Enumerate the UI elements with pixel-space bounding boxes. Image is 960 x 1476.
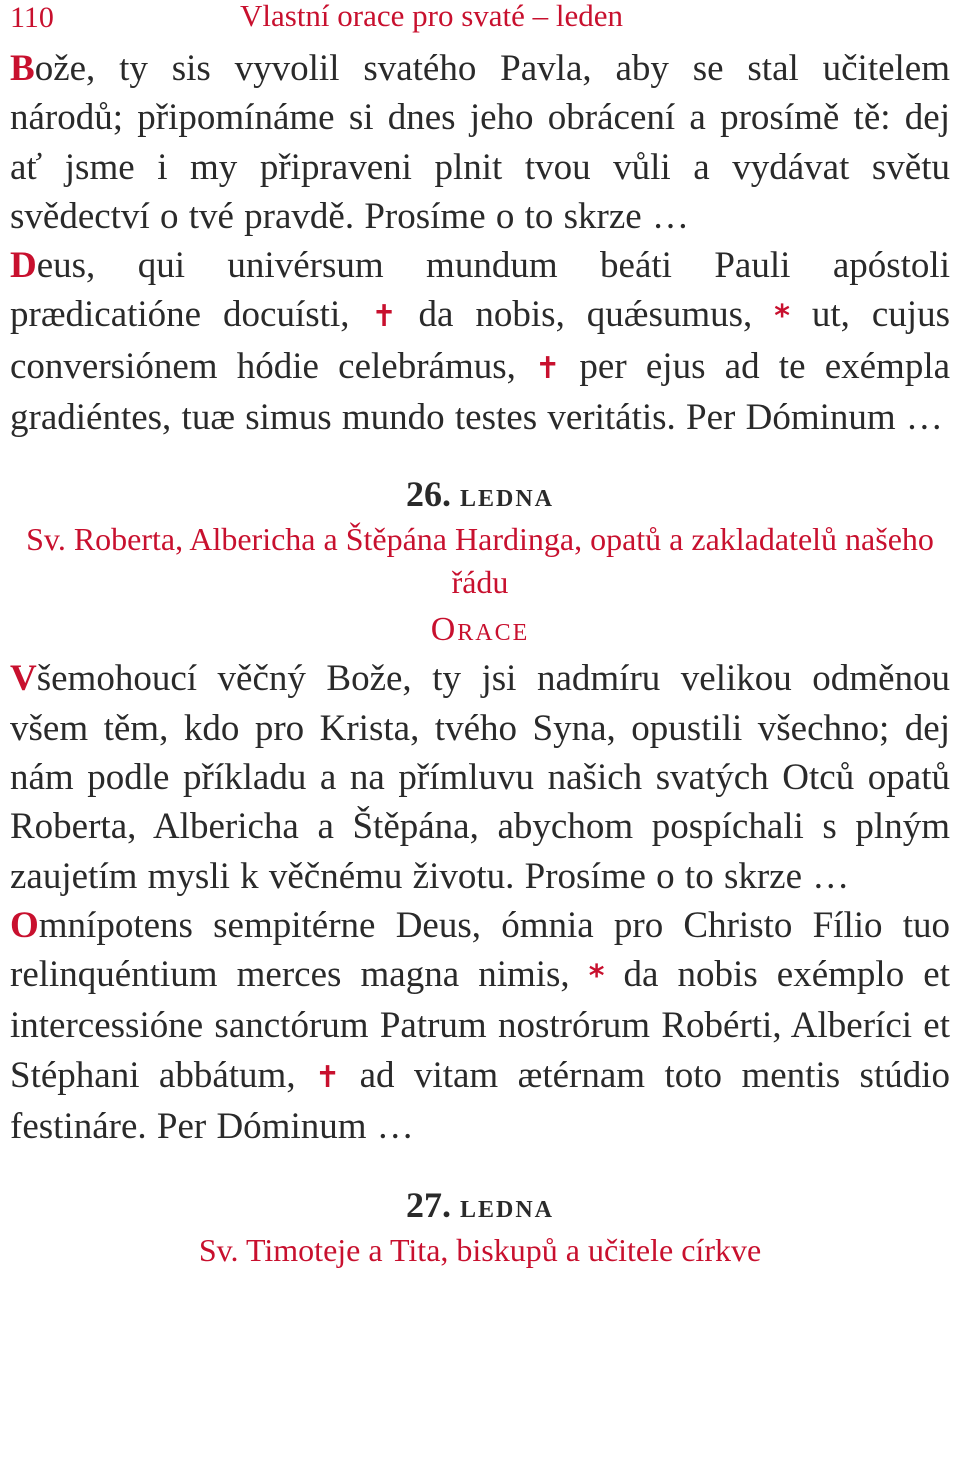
page-number: 110 xyxy=(10,1,54,34)
prayer-text-part: ut, cujus conversiónem hódie celebrámus, xyxy=(10,294,950,387)
prayer-czech-conversion-paul xyxy=(10,44,950,241)
asterisk-icon: * xyxy=(774,299,790,335)
date-month: ledna xyxy=(459,1188,554,1226)
cross-icon: ✝ xyxy=(315,1059,341,1095)
prayer-text: šemohoucí věčný Bože, ty jsi nadmíru velikou odměnou všem těm, kdo pro Krista, tvého Syna, opustili všechno; dej nám podle příkladu a na přímluvu našich svatých Otců opatů Roberta, Albericha a Štěpána, abychom pospíchali s plným zaujetím mysli k věčnému životu. Prosíme o to skrze … xyxy=(10,658,950,897)
feast-title-jan27: Sv. Timoteje a Tita, biskupů a učitele církve xyxy=(198,1232,762,1269)
feast-title-jan26: Sv. Roberta, Albericha a Štěpána Hardinga, opatů a zakladatelů našeho řádu xyxy=(26,521,934,601)
prayer-text-part: ad vitam ætérnam toto mentis stúdio festináre. Per Dóminum … xyxy=(10,1054,951,1148)
prayer-text-part: mnípotens sempitérne Deus, ómnia pro Christo Fílio tuo relinquéntium merces magna nimis, xyxy=(10,904,950,996)
date-number: 27. xyxy=(405,1185,451,1226)
prayer-latin-cistercian-founders xyxy=(10,901,950,1151)
cross-icon: ✝ xyxy=(535,350,561,386)
prayer-text: ože, ty sis vyvolil svatého Pavla, aby se stal učitelem národů; připomínáme si dnes jeho obrácení a prosímě tě: dej ať jsme i my připraveni plnit tvou vůli a vydávat světu svědectví o tvé pravdě. Prosíme o to skrze … xyxy=(10,48,950,237)
date-heading-jan26 xyxy=(10,472,950,518)
prayer-czech-cistercian-founders xyxy=(10,654,950,900)
drop-initial: O xyxy=(10,904,39,946)
prayer-text-part: eus, qui univérsum mundum beáti Pauli apóstoli prædicatióne docuísti, xyxy=(10,245,950,336)
prayer-text-part: da nobis exémplo et intercessióne sanctórum Patrum nostrórum Robérti, Alberíci et Stéphani abbátum, xyxy=(10,954,950,1096)
date-heading-jan27 xyxy=(10,1183,950,1229)
prayer-text-part: da nobis, quǽsumus, xyxy=(418,294,753,336)
running-title: Vlastní orace pro svaté – leden xyxy=(240,0,624,33)
drop-initial: B xyxy=(10,48,35,89)
drop-initial: V xyxy=(10,658,37,700)
prayer-latin-conversion-paul xyxy=(10,241,950,442)
section-heading-orace: Orace xyxy=(430,611,530,649)
page-header xyxy=(10,0,950,44)
date-number: 26. xyxy=(405,474,451,515)
asterisk-icon: * xyxy=(588,959,605,995)
prayer-text-part: per ejus ad te exémpla gradiéntes, tuæ simus mundo testes veritátis. Per Dóminum … xyxy=(10,345,951,439)
date-month: ledna xyxy=(459,477,554,515)
cross-icon: ✝ xyxy=(371,299,397,335)
drop-initial: D xyxy=(10,245,37,287)
